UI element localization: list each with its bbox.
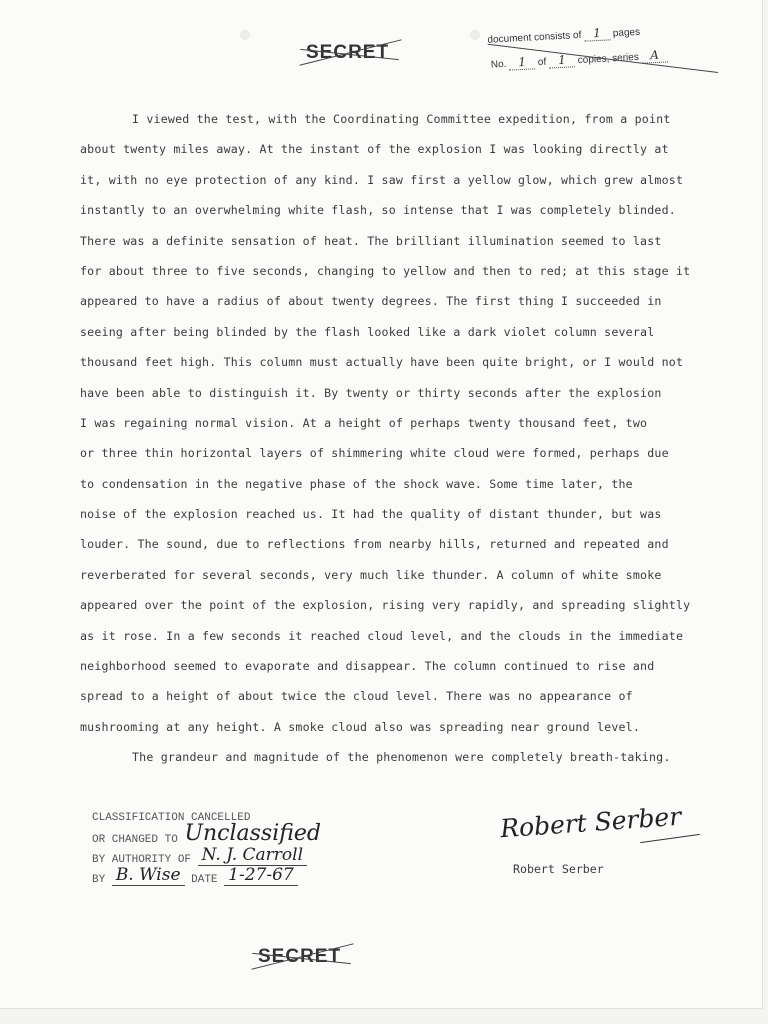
handwritten-signature: Robert Serber bbox=[499, 801, 683, 844]
text-line: mushrooming at any height. A smoke cloud also was spreading near ground level. bbox=[80, 719, 641, 734]
copy-number: 1 bbox=[509, 54, 536, 70]
classification-line-2: OR CHANGED TO Unclassified bbox=[92, 821, 322, 846]
series-value: A bbox=[641, 47, 668, 63]
punch-hole bbox=[240, 30, 250, 40]
document-control-stamp bbox=[487, 20, 709, 71]
classification-stamp bbox=[92, 810, 392, 889]
secret-stamp-top bbox=[306, 42, 389, 64]
text-line: There was a definite sensation of heat. The brilliant illumination seemed to last bbox=[80, 233, 662, 248]
text-line: appeared to have a radius of about twenty degrees. The first thing I succeeded in bbox=[80, 294, 662, 309]
secret-stamp-bottom bbox=[258, 946, 341, 968]
doc-info-line-1: document consists of 1 pages bbox=[487, 25, 641, 46]
text-line: thousand feet high. This column must actually have been quite bright, or I would not bbox=[80, 355, 684, 370]
text-line: about twenty miles away. At the instant of the explosion I was looking directly at bbox=[80, 142, 669, 157]
text-line: spread to a height of about twice the cloud level. There was no appearance of bbox=[80, 689, 633, 704]
text-line: noise of the explosion reached us. It had the quality of distant thunder, but was bbox=[80, 507, 662, 522]
text-line: I viewed the test, with the Coordinating Committee expedition, from a point bbox=[132, 112, 671, 126]
date-handwritten: 1-27-67 bbox=[224, 865, 298, 886]
signature-flourish bbox=[640, 834, 700, 843]
text-line: I was regaining normal vision. At a height of perhaps twenty thousand feet, two bbox=[80, 415, 648, 430]
text-line: as it rose. In a few seconds it reached cloud level, and the clouds in the immediate bbox=[80, 628, 684, 643]
authority-handwritten: N. J. Carroll bbox=[198, 845, 307, 866]
text-line: seeing after being blinded by the flash looked like a dark violet column several bbox=[80, 324, 655, 339]
text-line: The grandeur and magnitude of the phenomenon were completely breath-taking. bbox=[132, 750, 671, 765]
punch-hole bbox=[470, 30, 480, 40]
doc-info-line-2: No. 1 of 1 copies, series A bbox=[488, 45, 708, 71]
typed-signer-name: Robert Serber bbox=[513, 862, 604, 876]
classification-line-3: BY AUTHORITY OF N. J. Carroll bbox=[92, 849, 392, 869]
text-line: reverberated for several seconds, very much like thunder. A column of white smoke bbox=[80, 567, 662, 582]
text-line: it, with no eye protection of any kind. I saw first a yellow glow, which grew almost bbox=[80, 172, 684, 187]
pages-value: 1 bbox=[584, 25, 611, 41]
secret-stamp-text: SECRET bbox=[258, 946, 342, 967]
text-line: neighborhood seemed to evaporate and disappear. The column continued to rise and bbox=[80, 659, 655, 674]
by-handwritten: B. Wise bbox=[112, 865, 185, 886]
text-line: have been able to distinguish it. By twenty or thirty seconds after the explosion bbox=[80, 385, 662, 400]
classification-line-4: BY B. Wise DATE 1-27-67 bbox=[92, 869, 392, 889]
secret-stamp-text: SECRET bbox=[306, 42, 390, 63]
text-line: to condensation in the negative phase of the shock wave. Some time later, the bbox=[80, 476, 633, 491]
changed-to-handwritten: Unclassified bbox=[184, 821, 322, 846]
text-line: louder. The sound, due to reflections from nearby hills, returned and repeated and bbox=[80, 537, 669, 552]
copies-total: 1 bbox=[549, 52, 576, 68]
body-text bbox=[80, 104, 730, 773]
text-line: or three thin horizontal layers of shimmering white cloud were formed, perhaps due bbox=[80, 446, 669, 461]
text-line: for about three to five seconds, changing to yellow and then to red; at this stage it bbox=[80, 263, 691, 278]
classification-line-1: CLASSIFICATION CANCELLED bbox=[92, 812, 251, 824]
text-line: appeared over the point of the explosion, rising very rapidly, and spreading slightly bbox=[80, 598, 691, 613]
text-line: instantly to an overwhelming white flash, so intense that I was completely blinded. bbox=[80, 203, 676, 218]
